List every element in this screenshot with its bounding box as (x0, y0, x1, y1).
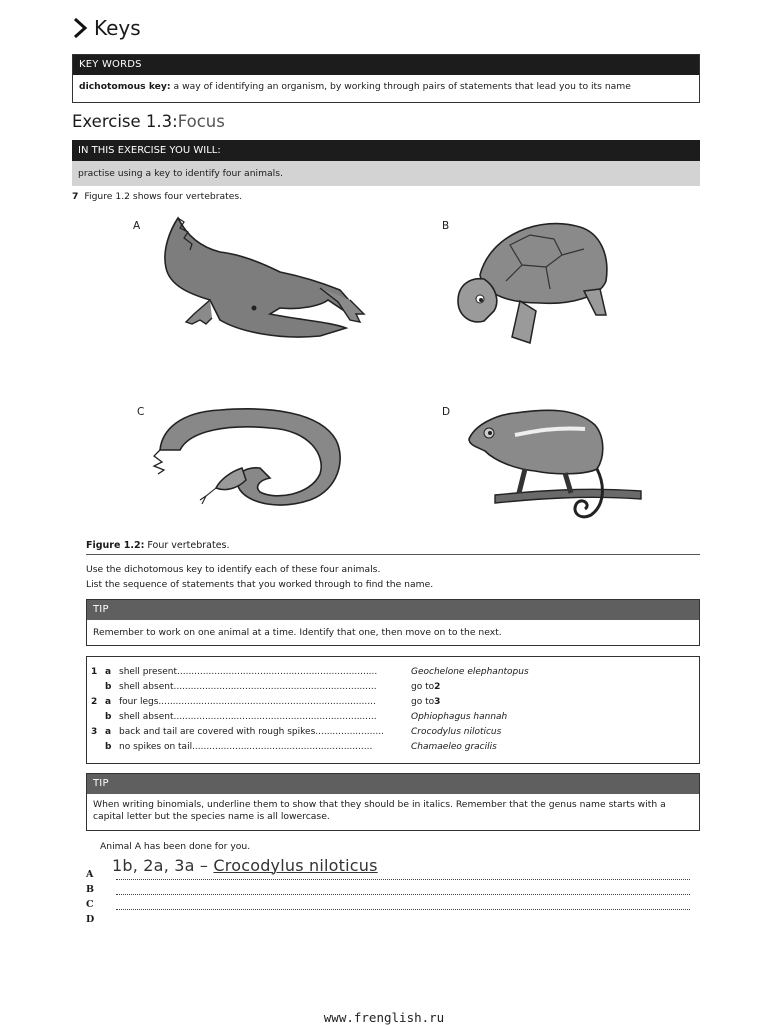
crocodile-illustration (150, 210, 370, 350)
question-number: 7 (72, 191, 79, 202)
question-7 (72, 191, 242, 202)
exercise-objectives-box (72, 140, 700, 186)
answer-a-binomial: Crocodylus niloticus (213, 856, 378, 875)
snake-illustration (150, 400, 350, 515)
figure-label-a: A (133, 220, 141, 232)
figure-label-c: C (137, 406, 145, 418)
key-words-body (73, 75, 699, 98)
instruction-line-1: Use the dichotomous key to identify each of these four animals. (86, 564, 381, 575)
answer-label-c: C (86, 899, 94, 910)
key-words-heading: KEY WORDS (73, 55, 699, 75)
tip-heading: TIP (87, 774, 699, 794)
answer-label-b: B (86, 884, 95, 895)
chevron-right-icon (70, 16, 90, 40)
figure-caption-label: Figure 1.2: (86, 540, 145, 551)
answer-line-a[interactable] (116, 879, 690, 880)
tip-heading: TIP (87, 600, 699, 620)
tip-text: When writing binomials, underline them to show that they should be in italics. Remember that the genus name starts with a capital letter but the species name is all lowercase. (93, 799, 666, 822)
answer-a-handwritten (112, 856, 378, 875)
caption-divider (86, 554, 700, 555)
key-row: 1 a shell present...................................................................... Geochelone elephantopus (91, 667, 529, 677)
exercise-title-main: Exercise 1.3: (72, 112, 178, 131)
answer-line-b[interactable] (116, 894, 690, 895)
section-header (70, 16, 141, 40)
tip-box-1 (86, 599, 700, 646)
question-text: Figure 1.2 shows four vertebrates. (84, 191, 243, 202)
tip-text: Remember to work on one animal at a time. Identify that one, then move on to the next. (93, 627, 502, 638)
key-row: 3 a back and tail are covered with rough spikes........................ Crocodylus niloticus (91, 727, 502, 737)
instruction-line-2: List the sequence of statements that you worked through to find the name. (86, 579, 434, 590)
exercise-title (72, 112, 225, 131)
section-title: Keys (94, 16, 141, 40)
key-word-definition: a way of identifying an organism, by working through pairs of statements that lead you to its name (170, 81, 631, 92)
chameleon-illustration (455, 395, 645, 535)
answer-label-d: D (86, 914, 95, 925)
footer-url: www.frenglish.ru (323, 1010, 445, 1025)
exercise-title-focus: Focus (177, 112, 225, 131)
key-words-box (72, 54, 700, 103)
key-word-term: dichotomous key: (79, 81, 171, 92)
key-row: 2 a four legs............................................................................ go to 3 (91, 697, 441, 707)
tortoise-illustration (450, 215, 620, 355)
key-row: b shell absent....................................................................... Ophiophagus hannah (105, 712, 508, 722)
answer-label-a: A (86, 869, 94, 880)
figure-caption-text: Four vertebrates. (144, 540, 230, 551)
figure-label-d: D (442, 406, 451, 418)
answer-a-sequence: 1b, 2a, 3a – (112, 856, 214, 875)
dichotomous-key-box (86, 656, 700, 764)
answer-line-c[interactable] (116, 909, 690, 910)
key-row: b no spikes on tail............................................................... Chamaeleo gracilis (105, 742, 497, 752)
key-row: b shell absent....................................................................... go to 2 (105, 682, 441, 692)
tip-box-2 (86, 773, 700, 831)
exercise-objective: practise using a key to identify four animals. (72, 161, 700, 186)
figure-label-b: B (442, 220, 450, 232)
figure-caption (86, 540, 230, 551)
exercise-objectives-heading: IN THIS EXERCISE YOU WILL: (72, 140, 700, 161)
answers-intro: Animal A has been done for you. (100, 841, 251, 852)
